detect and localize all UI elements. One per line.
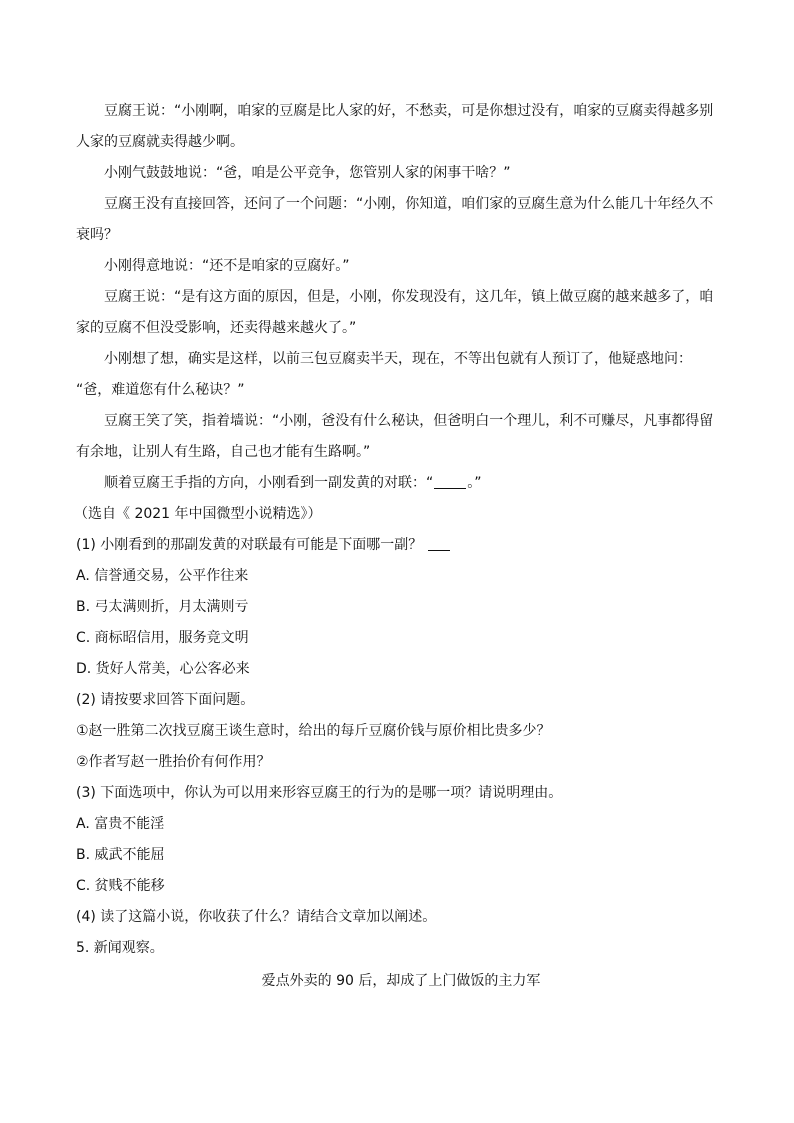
question-2-sub-2: ②作者写赵一胜抬价有何作用？ bbox=[76, 754, 271, 770]
paragraph-2: 小刚气鼓鼓地说：“爸，咱是公平竞争，您管别人家的闲事干啥？” bbox=[104, 165, 511, 181]
q1-option-c: C. 商标昭信用，服务竞文明 bbox=[76, 630, 249, 646]
q1-option-b: B. 弓太满则折，月太满则亏 bbox=[76, 599, 249, 615]
question-2: (2) 请按要求回答下面问题。 bbox=[76, 692, 255, 708]
question-3: (3) 下面选项中，你认为可以用来形容豆腐王的行为的是哪一项？请说明理由。 bbox=[76, 785, 563, 801]
source-citation: （选自《 2021 年中国微型小说精选》） bbox=[74, 506, 322, 522]
paragraph-6: 小刚想了想，确实是这样，以前三包豆腐卖半天，现在，不等出包就有人预订了，他疑惑地问： bbox=[104, 351, 692, 367]
paragraph-1: 豆腐王说：“小刚啊，咱家的豆腐是比人家的好，不愁卖，可是你想过没有，咱家的豆腐卖得越多别人家的豆腐就卖得越少啊。 bbox=[76, 103, 714, 150]
question-1-answer-blank[interactable] bbox=[428, 534, 450, 551]
document-content bbox=[76, 96, 726, 997]
paragraph-4: 小刚得意地说：“还不是咱家的豆腐好。” bbox=[104, 258, 350, 274]
news-title: 爱点外卖的 90 后，却成了上门做饭的主力军 bbox=[261, 973, 541, 989]
q3-option-b: B. 威武不能屈 bbox=[76, 847, 165, 863]
couplet-lead-text: 顺着豆腐王手指的方向，小刚看到一副发黄的对联：“ bbox=[104, 475, 434, 491]
question-4: (4) 读了这篇小说，你收获了什么？请结合文章加以阐述。 bbox=[76, 909, 437, 925]
q3-option-c: C. 贫贱不能移 bbox=[76, 878, 165, 894]
question-5: 5. 新闻观察。 bbox=[76, 940, 164, 956]
q3-option-a: A. 富贵不能淫 bbox=[76, 816, 165, 832]
q1-option-d: D. 货好人常美，心公客必来 bbox=[76, 661, 250, 677]
couplet-end-text: 。” bbox=[467, 475, 482, 491]
q1-option-a: A. 信誉通交易，公平作往来 bbox=[76, 568, 249, 584]
question-1 bbox=[76, 530, 726, 561]
question-2-sub-1: ①赵一胜第二次找豆腐王谈生意时，给出的每斤豆腐价钱与原价相比贵多少？ bbox=[76, 723, 551, 739]
paragraph-7: “爸，难道您有什么秘诀？” bbox=[76, 382, 245, 398]
question-1-text: (1) 小刚看到的那副发黄的对联最有可能是下面哪一副？ bbox=[76, 537, 423, 553]
paragraph-5: 豆腐王说：“是有这方面的原因，但是，小刚，你发现没有，这几年，镇上做豆腐的越来越多了，咱家的豆腐不但没受影响，还卖得越来越火了。” bbox=[76, 289, 714, 336]
paragraph-3: 豆腐王没有直接回答，还问了一个问题：“小刚，你知道，咱们家的豆腐生意为什么能几十年经久不衰吗？ bbox=[76, 196, 714, 243]
paragraph-8: 豆腐王笑了笑，指着墙说：“小刚，爸没有什么秘诀，但爸明白一个理儿，利不可赚尽，凡事都得留有余地，让别人有生路，自己也才能有生路啊。” bbox=[76, 413, 714, 460]
paragraph-couplet bbox=[76, 468, 726, 499]
couplet-blank[interactable] bbox=[434, 472, 466, 489]
